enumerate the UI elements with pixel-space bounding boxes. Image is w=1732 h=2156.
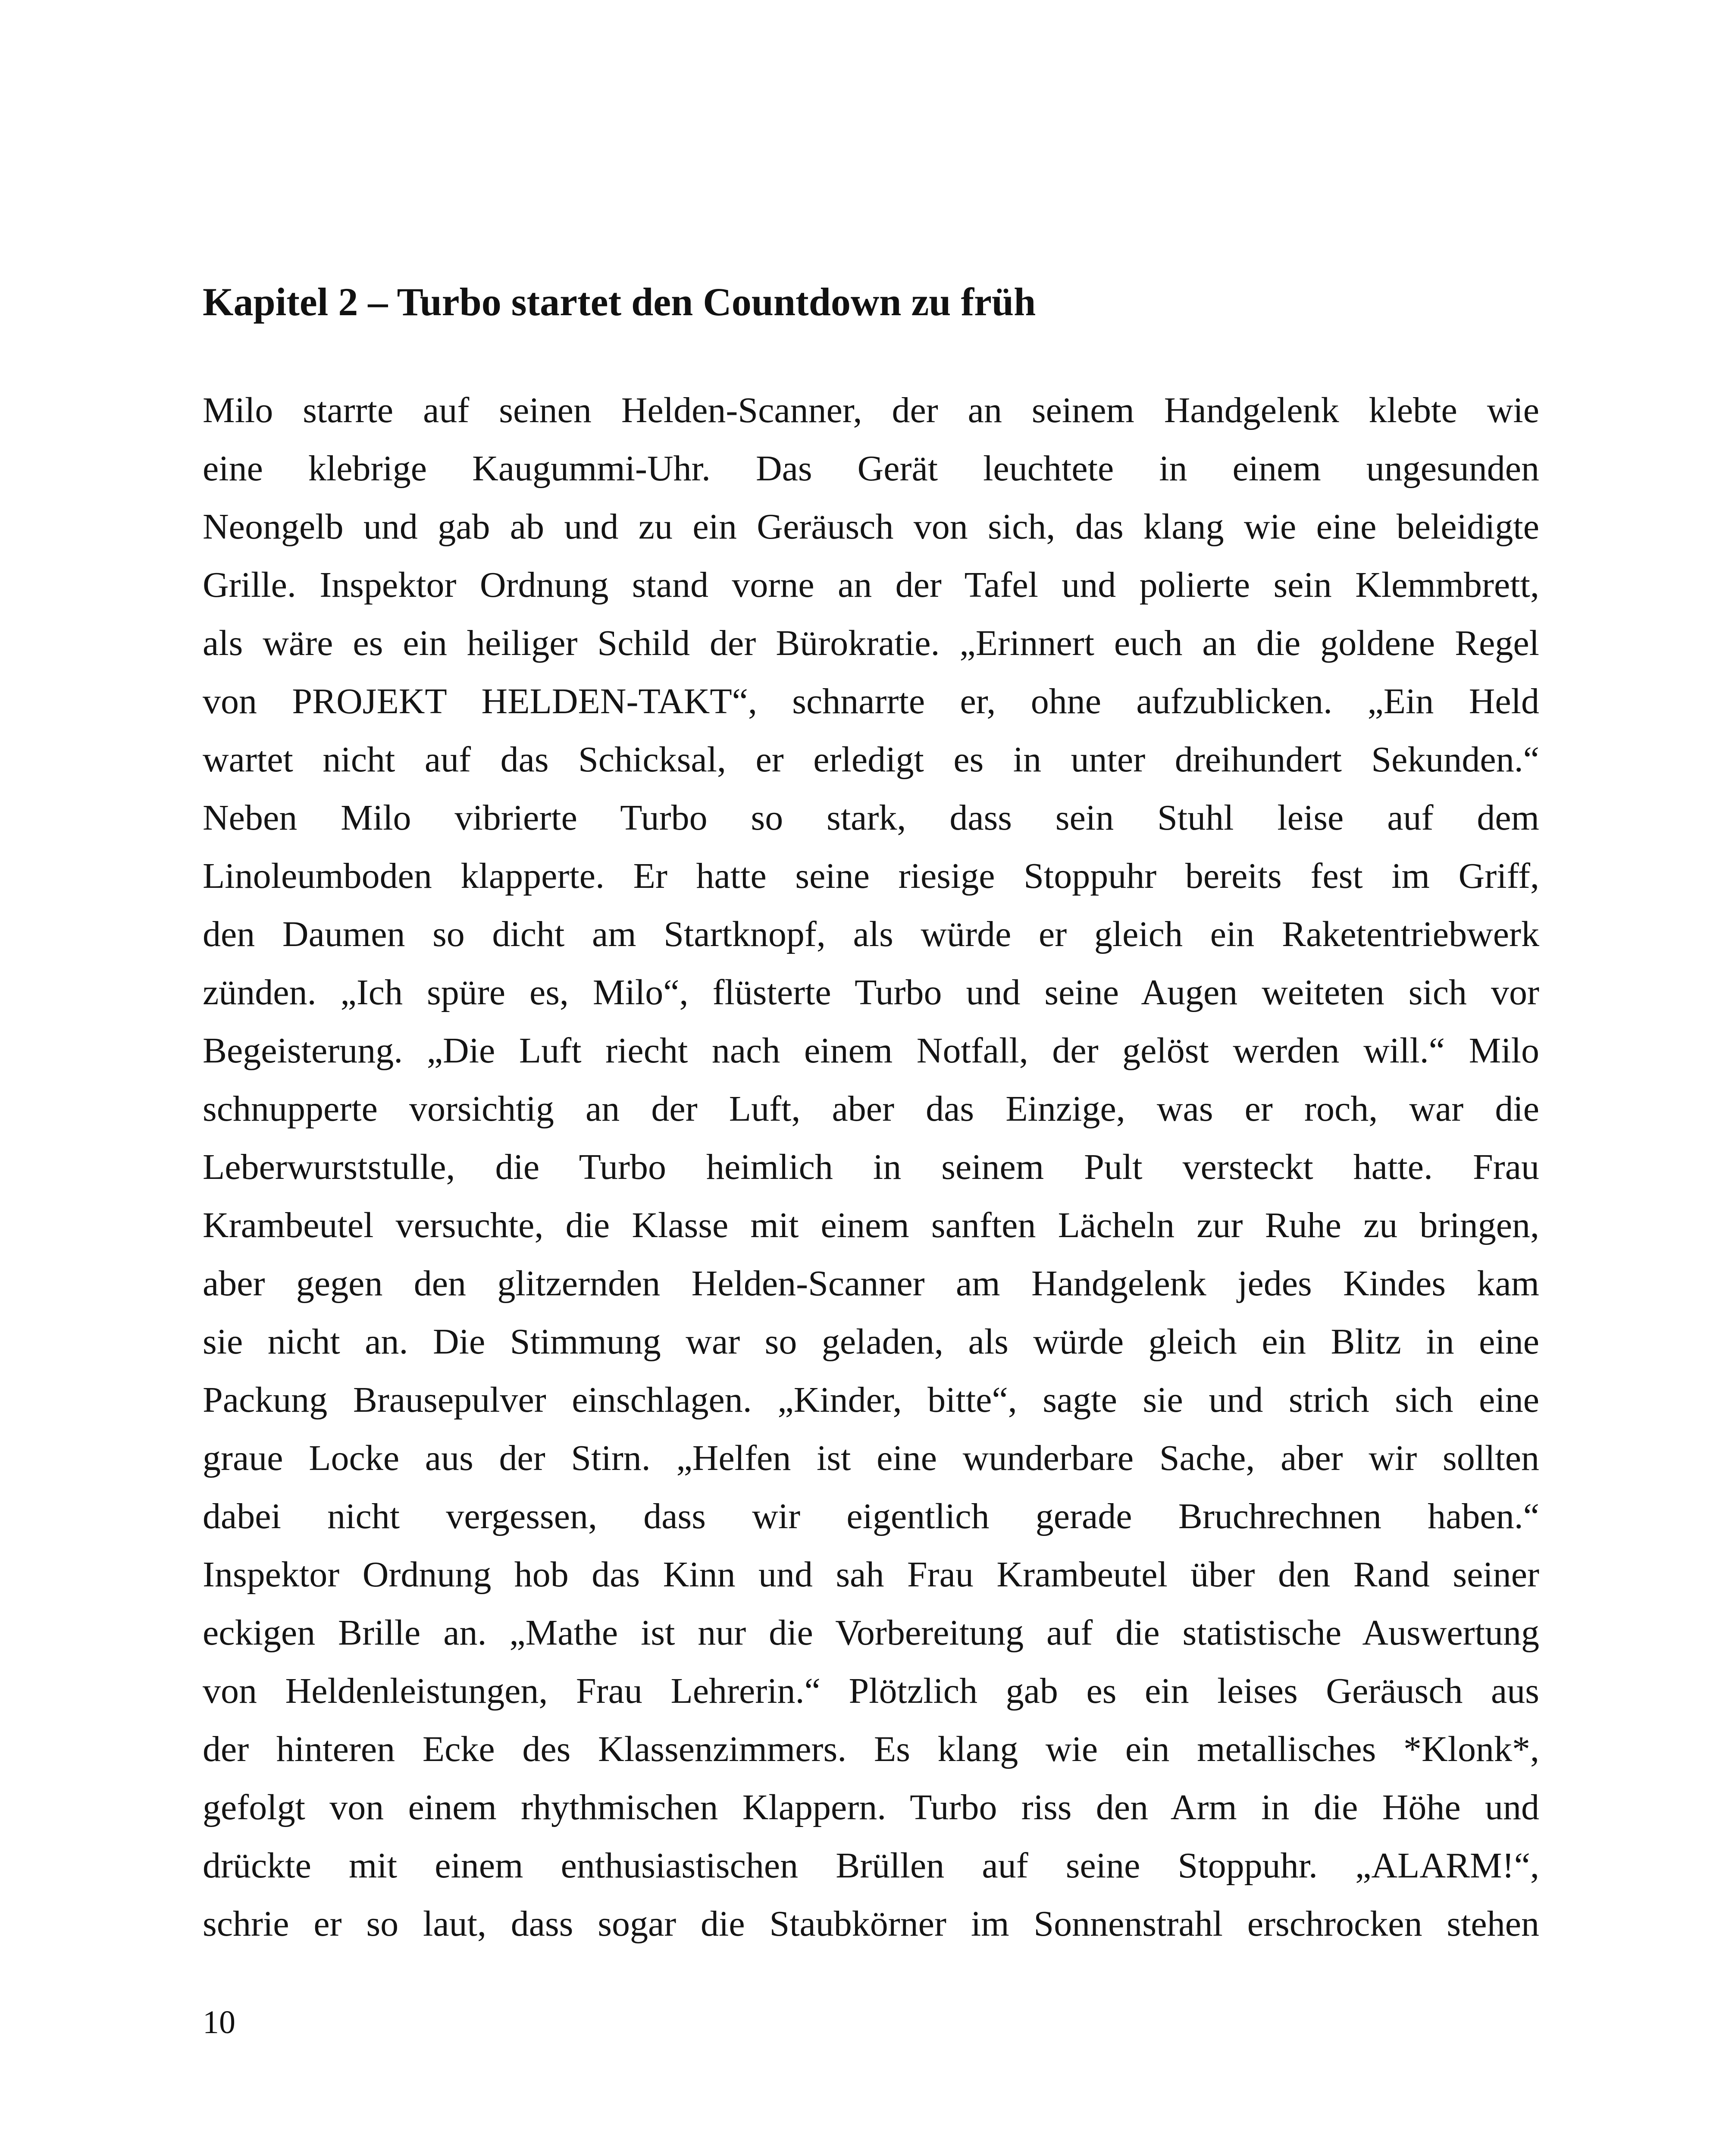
text-line: von PROJEKT HELDEN-TAKT“, schnarrte er, ohne aufzublicken. „Ein Held: [203, 681, 1539, 721]
text-line: sie nicht an. Die Stimmung war so geladen, als würde gleich ein Blitz in eine: [203, 1322, 1539, 1362]
text-line: Inspektor Ordnung hob das Kinn und sah Frau Krambeutel über den Rand seiner: [203, 1554, 1539, 1595]
text-line: Milo starrte auf seinen Helden-Scanner, der an seinem Handgelenk klebte wie: [203, 390, 1539, 430]
text-line: gefolgt von einem rhythmischen Klappern. Turbo riss den Arm in die Höhe und: [203, 1787, 1539, 1827]
body-text: [203, 381, 1539, 1953]
text-line: Neongelb und gab ab und zu ein Geräusch von sich, das klang wie eine beleidigte: [203, 507, 1539, 547]
text-line: Begeisterung. „Die Luft riecht nach einem Notfall, der gelöst werden will.“ Milo: [203, 1031, 1539, 1071]
text-line: Krambeutel versuchte, die Klasse mit einem sanften Lächeln zur Ruhe zu bringen,: [203, 1205, 1539, 1245]
text-line: aber gegen den glitzernden Helden-Scanner am Handgelenk jedes Kindes kam: [203, 1263, 1539, 1304]
text-line: zünden. „Ich spüre es, Milo“, flüsterte Turbo und seine Augen weiteten sich vor: [203, 972, 1539, 1012]
text-line: Neben Milo vibrierte Turbo so stark, dass sein Stuhl leise auf dem: [203, 798, 1539, 838]
text-line: Packung Brausepulver einschlagen. „Kinder, bitte“, sagte sie und strich sich eine: [203, 1380, 1539, 1420]
text-line: den Daumen so dicht am Startknopf, als würde er gleich ein Raketentriebwerk: [203, 914, 1539, 954]
text-line: schnupperte vorsichtig an der Luft, aber das Einzige, was er roch, war die: [203, 1089, 1539, 1129]
text-line: dabei nicht vergessen, dass wir eigentlich gerade Bruchrechnen haben.“: [203, 1496, 1539, 1536]
page-number: 10: [203, 2004, 235, 2040]
text-line: eckigen Brille an. „Mathe ist nur die Vorbereitung auf die statistische Auswertung: [203, 1613, 1539, 1653]
text-line: Grille. Inspektor Ordnung stand vorne an der Tafel und polierte sein Klemmbrett,: [203, 565, 1539, 605]
text-line: als wäre es ein heiliger Schild der Bürokratie. „Erinnert euch an die goldene Regel: [203, 623, 1539, 663]
text-line: Linoleumboden klapperte. Er hatte seine riesige Stoppuhr bereits fest im Griff,: [203, 856, 1539, 896]
text-line: graue Locke aus der Stirn. „Helfen ist eine wunderbare Sache, aber wir sollten: [203, 1438, 1539, 1478]
text-line: wartet nicht auf das Schicksal, er erledigt es in unter dreihundert Sekunden.“: [203, 740, 1539, 780]
chapter-title: Kapitel 2 – Turbo startet den Countdown zu früh: [203, 280, 1036, 324]
text-line: von Heldenleistungen, Frau Lehrerin.“ Plötzlich gab es ein leises Geräusch aus: [203, 1671, 1539, 1711]
text-line: der hinteren Ecke des Klassenzimmers. Es klang wie ein metallisches *Klonk*,: [203, 1729, 1539, 1769]
text-line: Leberwurststulle, die Turbo heimlich in seinem Pult versteckt hatte. Frau: [203, 1147, 1539, 1187]
text-line: drückte mit einem enthusiastischen Brüllen auf seine Stoppuhr. „ALARM!“,: [203, 1846, 1539, 1886]
text-line: schrie er so laut, dass sogar die Staubkörner im Sonnenstrahl erschrocken stehen: [203, 1904, 1539, 1944]
text-line: eine klebrige Kaugummi-Uhr. Das Gerät leuchtete in einem ungesunden: [203, 448, 1539, 489]
